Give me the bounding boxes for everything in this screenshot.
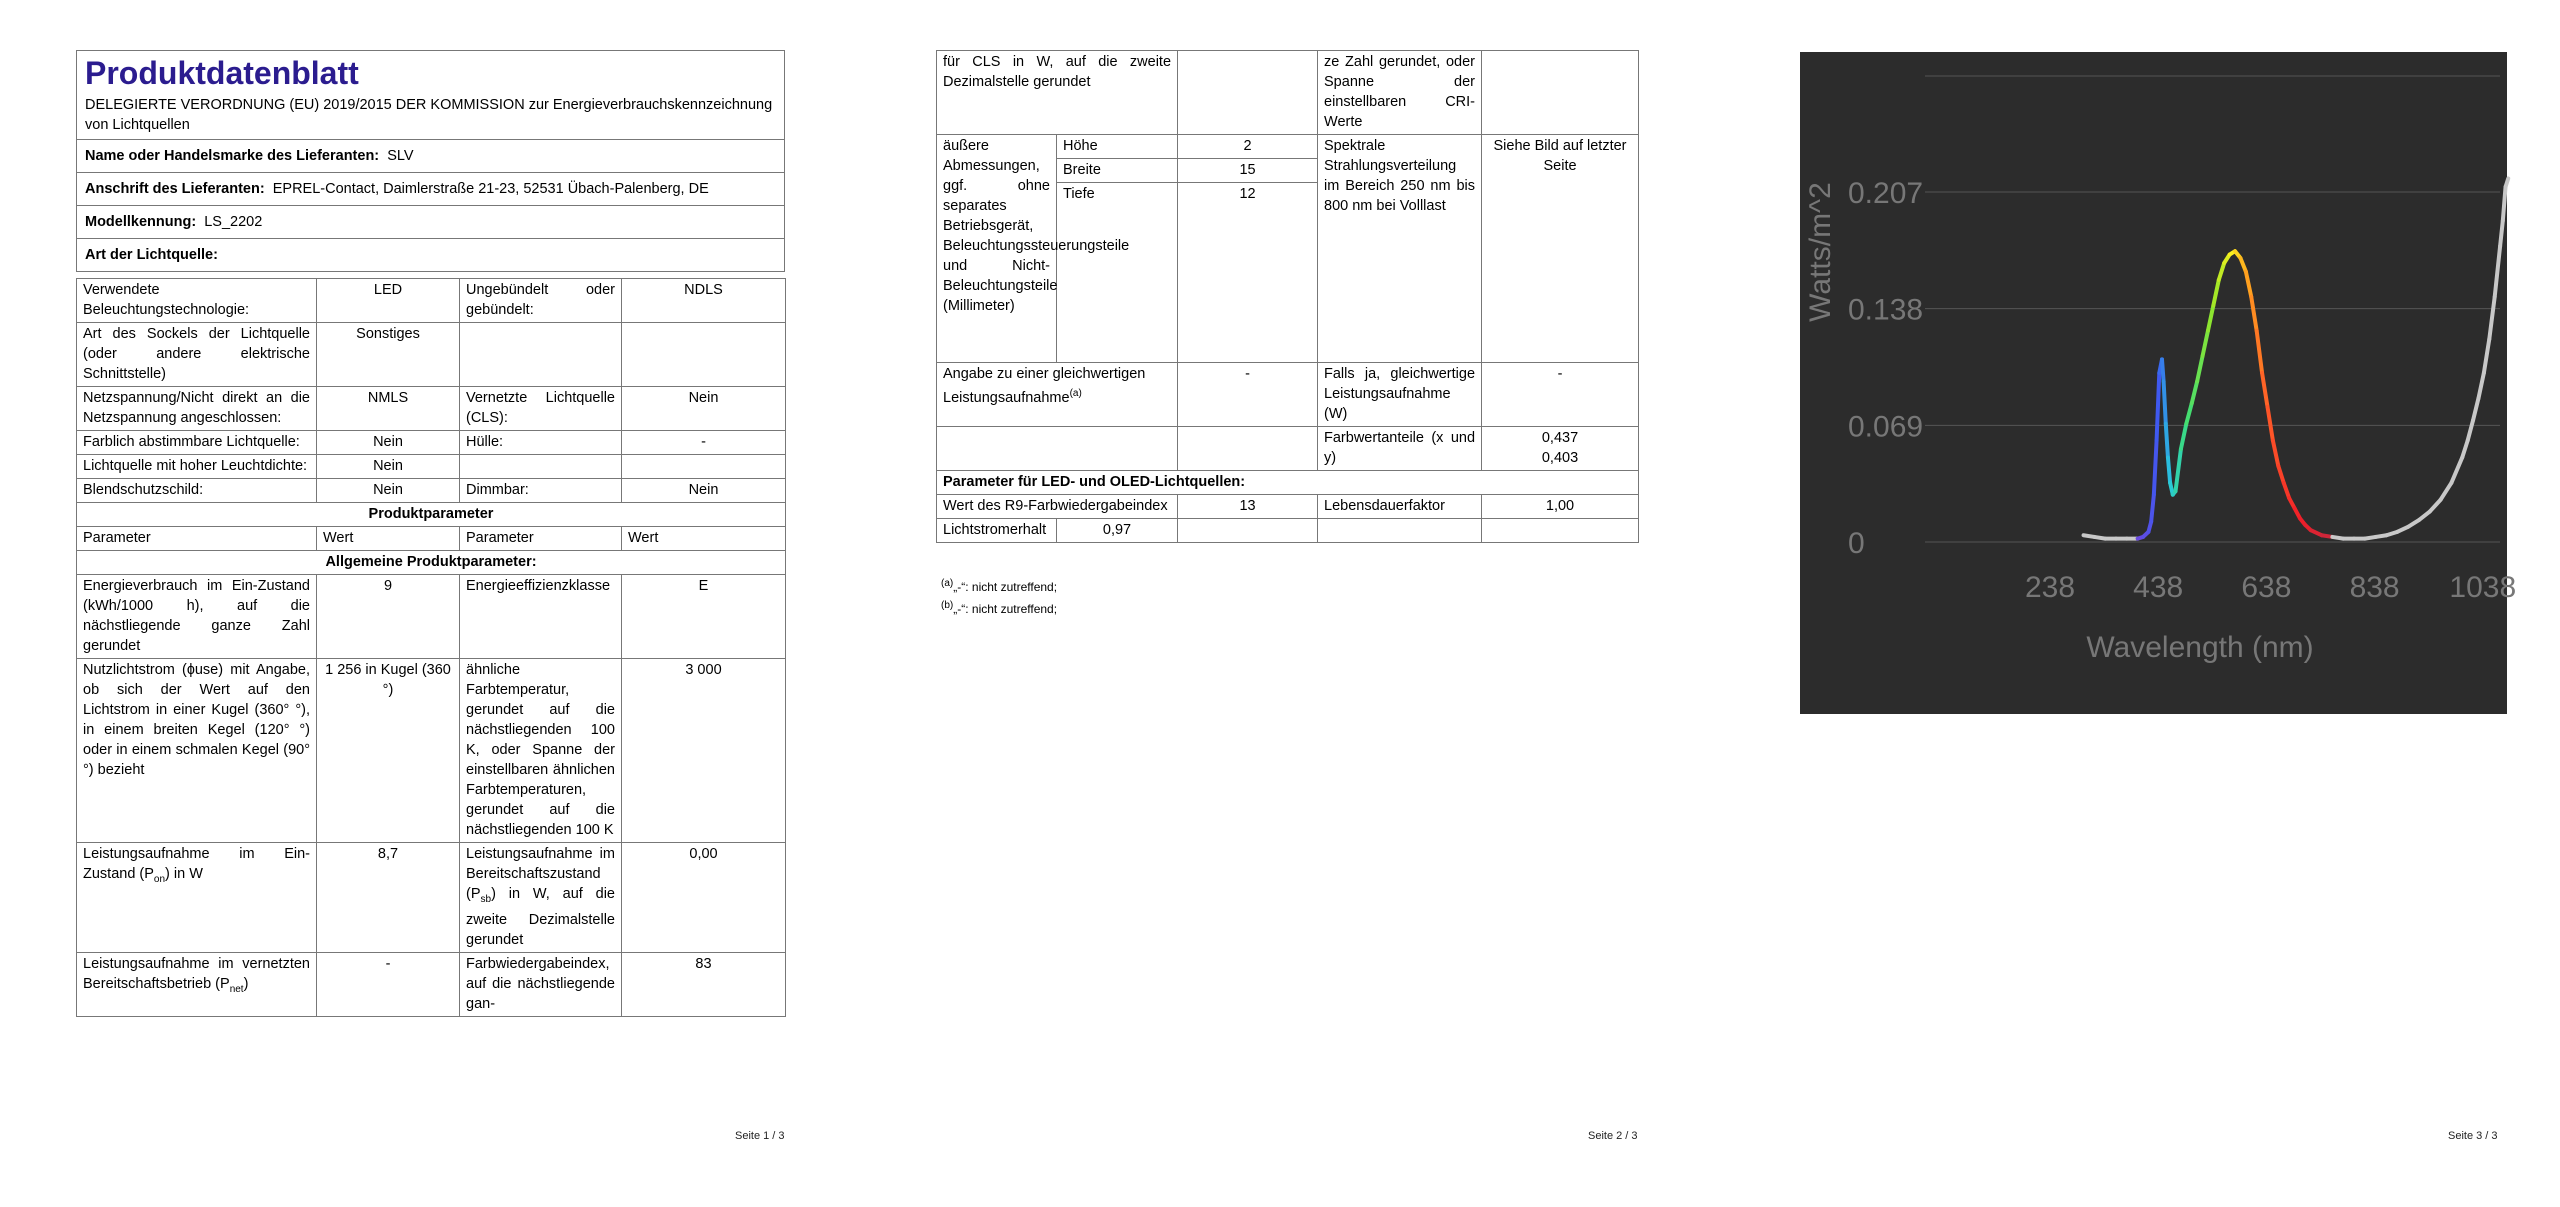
spectrum-segment [2166, 424, 2168, 458]
spectrum-segment [2419, 512, 2430, 520]
x-tick-label: 1038 [2449, 571, 2517, 604]
x-tick-label: 238 [2024, 571, 2076, 604]
table-row [77, 323, 786, 387]
model-row [77, 206, 784, 239]
col-header-param: Parameter [460, 527, 622, 551]
x-axis-label: Wavelength (nm) [2086, 631, 2314, 664]
y-tick-label: 0.207 [1848, 177, 1924, 210]
chroma-label: Farbwertanteile (x und y) [1318, 427, 1482, 471]
section-row [77, 551, 786, 575]
lumen-value: 0,97 [1057, 519, 1178, 543]
spectrum-segment [2473, 398, 2478, 420]
row-value: Sonstiges [317, 323, 460, 387]
spectrum-segment [2219, 263, 2224, 280]
page-number: Seite 3 / 3 [2448, 1130, 2498, 1142]
col-header-value: Wert [622, 527, 786, 551]
spectrum-segment [2164, 381, 2166, 423]
r9-value: 13 [1178, 495, 1318, 519]
spectrum-segment [2506, 178, 2509, 186]
x-tick-label: 838 [2349, 571, 2400, 604]
table-row [77, 575, 786, 659]
spectrum-segment [2430, 500, 2441, 512]
spectrum-segment [2154, 441, 2157, 495]
param-value: 3 000 [622, 659, 786, 843]
col-header-param: Parameter [77, 527, 317, 551]
row-label [460, 323, 622, 387]
pnet-value: - [317, 952, 460, 1016]
spectrum-segment [2441, 483, 2452, 500]
table-row [937, 363, 1639, 427]
equiv-right-value: - [1482, 363, 1639, 427]
supplier-name-value: SLV [387, 148, 414, 164]
dim-value: 15 [1178, 159, 1318, 183]
x-tick-labels [2025, 571, 2516, 604]
col-header-value: Wert [317, 527, 460, 551]
spectrum-segment [2213, 280, 2218, 305]
spectrum-segment [2451, 457, 2462, 482]
param-label: Energieeffizienzklasse [460, 575, 622, 659]
section-row [77, 503, 786, 527]
dim-label: Breite [1057, 159, 1178, 183]
row-label [460, 455, 622, 479]
row-label: Lichtquelle mit hoher Leuchtdichte: [77, 455, 317, 479]
supplier-address-value: EPREL-Contact, Daimlerstraße 21-23, 52531 Übach-Palenberg, DE [272, 181, 709, 197]
model-label: Modellkennung: [85, 214, 197, 230]
row-value [622, 455, 786, 479]
row-value: NDLS [622, 279, 786, 323]
table-row [937, 519, 1639, 543]
section-row [937, 471, 1639, 495]
spectrum-segment [2176, 449, 2181, 491]
empty-cell [1178, 427, 1318, 471]
empty-cell [937, 427, 1178, 471]
spectrum-segment [2186, 403, 2191, 423]
lifetime-value: 1,00 [1482, 495, 1639, 519]
y-tick-label: 0.138 [1848, 293, 1924, 327]
table-row [937, 427, 1639, 471]
spectrum-segment [2192, 381, 2197, 403]
spectrum-segment [2273, 441, 2278, 466]
row-label: Verwendete Beleuchtungstechnologie: [77, 279, 317, 323]
row-value: Nein [317, 431, 460, 455]
dim-label: Höhe [1057, 135, 1178, 159]
spectrum-segment [2495, 246, 2500, 297]
table-row [77, 659, 786, 843]
table-row [937, 51, 1639, 135]
param-value: 1 256 in Kugel (360 °) [317, 659, 460, 843]
row-label: Netzspannung/Nicht direkt an die Netzspannung angeschlossen: [77, 387, 317, 431]
table-row [937, 135, 1639, 159]
x-tick-label: 438 [2133, 571, 2184, 604]
column-header-row [77, 527, 786, 551]
page-number: Seite 1 / 3 [735, 1130, 785, 1142]
spectrum-segment [2267, 407, 2272, 441]
spectrum-segment [2284, 483, 2289, 498]
spectrum-segment [2489, 297, 2494, 339]
pon-value: 8,7 [317, 843, 460, 953]
spectrum-segment [2262, 373, 2267, 407]
product-table-continued [936, 50, 1639, 543]
continued-label: für CLS in W, auf die zweite Dezimalstelle gerundet [937, 51, 1178, 135]
supplier-address-label: Anschrift des Lieferanten: [85, 181, 265, 197]
row-value: Nein [317, 479, 460, 503]
equiv-label: Angabe zu einer gleichwertigen Leistungsaufnahme$^{(a)}$ [937, 363, 1178, 427]
spectrum-segment [2203, 331, 2208, 356]
pon-label: Leistungsaufnahme im Ein-Zustand $(P_{on})$ in W [77, 843, 317, 953]
y-tick-label: 0.069 [1848, 410, 1924, 444]
spectrum-series [2084, 178, 2509, 538]
empty-cell [1318, 519, 1482, 543]
dim-value: 12 [1178, 183, 1318, 363]
row-value: Nein [622, 479, 786, 503]
supplier-name-label: Name oder Handelsmarke des Lieferanten: [85, 148, 380, 164]
empty-cell [1178, 519, 1318, 543]
table-row [77, 387, 786, 431]
table-row [937, 495, 1639, 519]
page-number: Seite 2 / 3 [1588, 1130, 1638, 1142]
spectrum-segment [2197, 356, 2202, 381]
y-tick-label: 0 [1848, 527, 1865, 560]
light-source-type-label: Art der Lichtquelle: [85, 247, 218, 263]
dimensions-label: äußere Abmessungen, ggf. ohne separates Betriebsgerät, Beleuchtungssteuerungsteile und Nicht-Beleuchtungsteile (Millimeter) [937, 135, 1057, 363]
spectral-label: Spektrale Strahlungsverteilung im Bereich 250 nm bis 800 nm bei Volllast [1318, 135, 1482, 363]
spectrum-segment [2157, 373, 2160, 441]
spectrum-segment [2251, 297, 2256, 331]
product-table [76, 278, 786, 1017]
regulation-subtitle: DELEGIERTE VERORDNUNG (EU) 2019/2015 DER KOMMISSION zur Energieverbrauchskennzeichnung von Lichtquellen [77, 93, 784, 140]
table-row [77, 479, 786, 503]
general-params-header: Allgemeine Produktparameter: [77, 551, 786, 575]
row-label: Ungebündelt oder gebündelt: [460, 279, 622, 323]
row-label: Art des Sockels der Lichtquelle (oder andere elektrische Schnittstelle) [77, 323, 317, 387]
dim-label: Tiefe [1057, 183, 1178, 363]
x-tick-label: 638 [2241, 571, 2292, 604]
y-tick-labels [1848, 177, 1923, 560]
row-value: LED [317, 279, 460, 323]
spectrum-segment [2462, 441, 2467, 458]
spectrum-segment [2181, 424, 2186, 449]
equiv-right-label: Falls ja, gleichwertige Leistungsaufnahme (W) [1318, 363, 1482, 427]
lifetime-label: Lebensdauerfaktor [1318, 495, 1482, 519]
spectrum-segment [2246, 271, 2251, 296]
row-label: Vernetzte Lichtquelle (CLS): [460, 387, 622, 431]
spectrum-segment [2168, 457, 2170, 482]
row-value: Nein [622, 387, 786, 431]
row-value: NMLS [317, 387, 460, 431]
spectrum-segment [2257, 331, 2262, 373]
spectrum-segment [2484, 339, 2489, 373]
chroma-value: 0,437 0,403 [1482, 427, 1639, 471]
product-params-header: Produktparameter [77, 503, 786, 527]
supplier-name-row [77, 140, 784, 173]
y-axis-label: Watts/m^2 [1804, 182, 1837, 322]
pnet-label: Leistungsaufnahme im vernetzten Bereitschaftsbetrieb $(P_{net})$ [77, 952, 317, 1016]
param-value: 9 [317, 575, 460, 659]
param-label: ähnliche Farbtemperatur, gerundet auf die nächstliegenden 100 K, oder Spanne der einstellbaren ähnlichen Farbtemperaturen, gerundet auf die nächstliegenden 100 K [460, 659, 622, 843]
row-label: Dimmbar: [460, 479, 622, 503]
spectrum-segment [2278, 466, 2283, 483]
table-row [77, 455, 786, 479]
table-row [77, 431, 786, 455]
row-label: Hülle: [460, 431, 622, 455]
continued-label: ze Zahl gerundet, oder Spanne der einstellbaren CRI-Werte [1318, 51, 1482, 135]
param-label: Nutzlichtstrom (ɸuse) mit Angabe, ob sich der Wert auf den Lichtstrom in einer Kugel (360° °), in einem breiten Kegel (120° °) oder in einem schmalen Kegel (90° °) bezieht [77, 659, 317, 843]
empty-cell [1178, 51, 1318, 135]
supplier-address-row [77, 173, 784, 206]
equiv-value: - [1178, 363, 1318, 427]
param-value: E [622, 575, 786, 659]
spectral-value: Siehe Bild auf letzter Seite [1482, 135, 1639, 363]
datasheet-header [76, 50, 785, 272]
table-row [77, 843, 786, 953]
spectrum-segment [2162, 359, 2164, 381]
table-row [77, 952, 786, 1016]
lumen-label: Lichtstromerhalt [937, 519, 1057, 543]
footnote-a: $^{(a)}$„-“: nicht zutreffend; [941, 578, 1058, 594]
spectrum-segment [2468, 420, 2473, 440]
psb-value: 0,00 [622, 843, 786, 953]
spectrum-segment [2500, 221, 2503, 246]
footnote-b: $^{(b)}$„-“: nicht zutreffend; [941, 600, 1058, 616]
light-source-type-row [77, 239, 784, 272]
led-params-header: Parameter für LED- und OLED-Lichtquellen: [937, 471, 1639, 495]
row-value: - [622, 431, 786, 455]
row-value [622, 323, 786, 387]
dim-value: 2 [1178, 135, 1318, 159]
cri-value: 83 [622, 952, 786, 1016]
table-row [77, 279, 786, 323]
spectrum-segment [2240, 258, 2245, 272]
empty-cell [1482, 51, 1639, 135]
row-label: Farblich abstimmbare Lichtquelle: [77, 431, 317, 455]
model-value: LS_2202 [204, 214, 263, 230]
cri-label: Farbwiedergabeindex, auf die nächstliegende gan- [460, 952, 622, 1016]
r9-label: Wert des R9-Farbwiedergabeindex [937, 495, 1178, 519]
empty-cell [1482, 519, 1639, 543]
page-title: Produktdatenblatt [85, 55, 359, 91]
psb-label: Leistungsaufnahme im Bereitschaftszustand $(P_{sb})$ in W, auf die zweite Dezimalstelle gerundet [460, 843, 622, 953]
spectrum-segment [2478, 373, 2483, 398]
spectrum-segment [2151, 495, 2154, 522]
spectrum-segment [2503, 187, 2506, 221]
row-value: Nein [317, 455, 460, 479]
spectrum-chart [1800, 52, 2517, 714]
spectrum-chart-svg [1800, 52, 2517, 714]
param-label: Energieverbrauch im Ein-Zustand (kWh/1000 h), auf die nächstliegende ganze Zahl gerundet [77, 575, 317, 659]
row-label: Blendschutzschild: [77, 479, 317, 503]
